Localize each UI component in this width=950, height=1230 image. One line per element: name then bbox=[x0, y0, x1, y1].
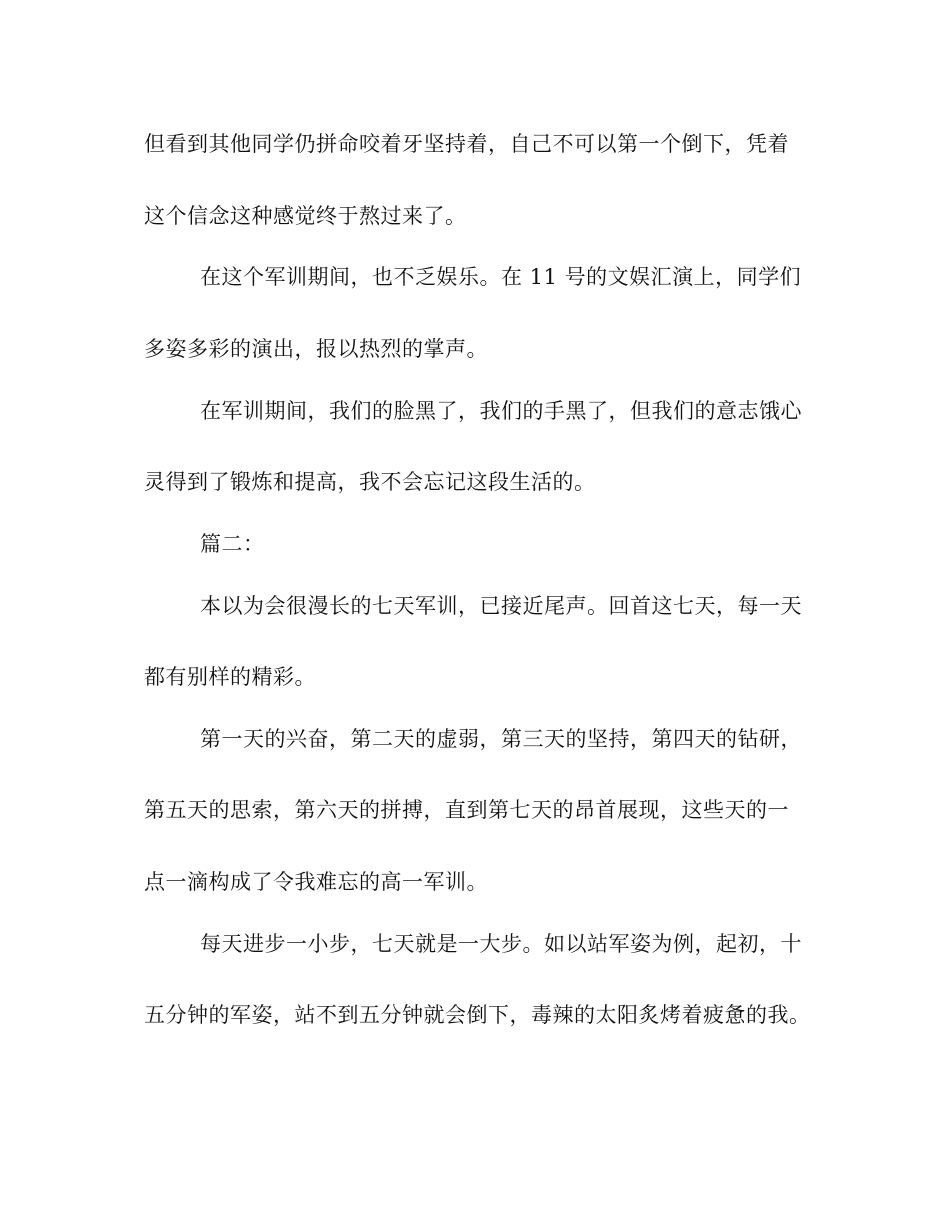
paragraph-first-line: 每天进步一小步，七天就是一大步。如以站军姿为例，起初，十 bbox=[200, 932, 802, 956]
paragraph-first-line: 本以为会很漫长的七天军训，已接近尾声。回首这七天，每一天 bbox=[200, 594, 802, 618]
text-line: 第五天的思索，第六天的拼搏，直到第七天的昂首展现，这些天的一 bbox=[144, 798, 789, 822]
text-line: 但看到其他同学仍拼命咬着牙坚持着，自己不可以第一个倒下，凭着 bbox=[144, 132, 789, 156]
text-line: 这个信念这种感觉终于熬过来了。 bbox=[144, 204, 467, 228]
paragraph-first-line: 第一天的兴奋，第二天的虚弱，第三天的坚持，第四天的钻研， bbox=[200, 727, 802, 751]
section-heading: 篇二： bbox=[200, 532, 265, 556]
paragraph-first-line: 在军训期间，我们的脸黑了，我们的手黑了，但我们的意志饿心 bbox=[200, 399, 802, 423]
text-line: 都有别样的精彩。 bbox=[144, 665, 316, 689]
text-line: 五分钟的军姿，站不到五分钟就会倒下，毒辣的太阳炙烤着疲惫的我。 bbox=[144, 1003, 811, 1027]
text-line: 灵得到了锻炼和提高，我不会忘记这段生活的。 bbox=[144, 470, 596, 494]
text-line: 点一滴构成了令我难忘的高一军训。 bbox=[144, 870, 488, 894]
paragraph-first-line: 在这个军训期间，也不乏娱乐。在 11 号的文娱汇演上，同学们 bbox=[200, 265, 802, 289]
text-line: 多姿多彩的演出，报以热烈的掌声。 bbox=[144, 337, 488, 361]
